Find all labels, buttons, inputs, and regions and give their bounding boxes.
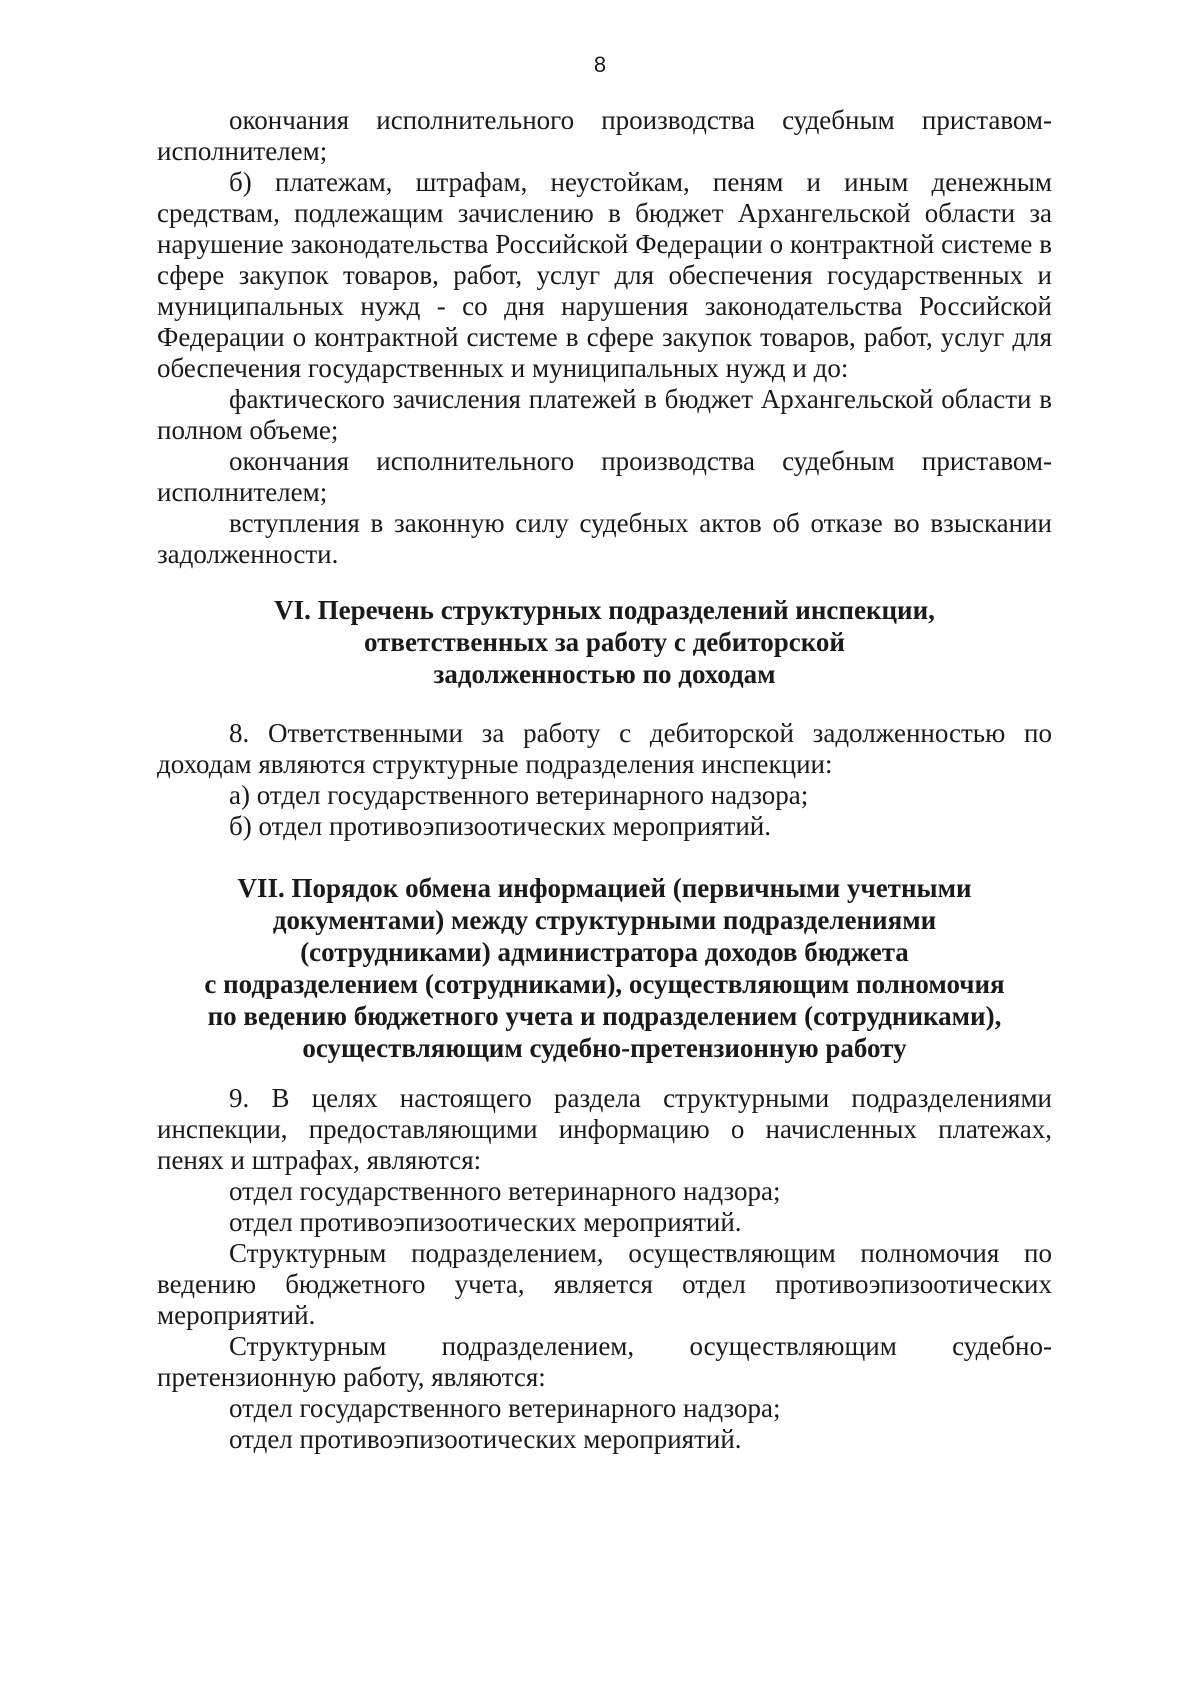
heading-line: по ведению бюджетного учета и подразделением (сотрудниками),: [207, 1001, 1002, 1031]
heading-line: задолженностью по доходам: [433, 659, 776, 689]
page-number: 8: [593, 52, 607, 77]
intro-block: [157, 105, 1052, 570]
list-item: отдел противоэпизоотических мероприятий.: [229, 1424, 742, 1454]
heading-line: осуществляющим судебно-претензионную работу: [302, 1033, 907, 1063]
section-7-heading: [157, 872, 1052, 1064]
paragraph: 9. В целях настоящего раздела структурными подразделениями инспекции, предоставляющими информацию о начисленных платежах, пенях и штрафах, являются:: [157, 1083, 1052, 1175]
list-item: б) отдел противоэпизоотических мероприятий.: [229, 811, 772, 841]
paragraph: окончания исполнительного производства судебным приставом-исполнителем;: [157, 446, 1052, 507]
section-7-body: [157, 1083, 1052, 1455]
heading-line: (сотрудниками) администратора доходов бюджета: [300, 937, 909, 967]
heading-line: VII. Порядок обмена информацией (первичными учетными: [237, 873, 972, 903]
paragraph: Структурным подразделением, осуществляющим судебно-претензионную работу, являются:: [157, 1331, 1052, 1392]
section-6-heading: [157, 594, 1052, 690]
paragraph: 8. Ответственными за работу с дебиторской задолженностью по доходам являются структурные подразделения инспекции:: [157, 718, 1052, 779]
paragraph: окончания исполнительного производства судебным приставом-исполнителем;: [157, 105, 1052, 166]
paragraph: вступления в законную силу судебных актов об отказе во взыскании задолженности.: [157, 508, 1052, 569]
list-item: отдел противоэпизоотических мероприятий.: [229, 1207, 742, 1237]
list-item: отдел государственного ветеринарного надзора;: [229, 1393, 781, 1423]
list-item: отдел государственного ветеринарного надзора;: [229, 1176, 781, 1206]
list-item: а) отдел государственного ветеринарного надзора;: [229, 780, 809, 810]
heading-line: VI. Перечень структурных подразделений инспекции,: [274, 595, 935, 625]
heading-line: документами) между структурными подразделениями: [272, 905, 937, 935]
heading-line: с подразделением (сотрудниками), осуществляющим полномочия: [204, 969, 1005, 999]
paragraph: фактического зачисления платежей в бюджет Архангельской области в полном объеме;: [157, 384, 1052, 445]
section-6-body: [157, 718, 1052, 842]
paragraph: б) платежам, штрафам, неустойкам, пеням и иным денежным средствам, подлежащим зачислению в бюджет Архангельской области за нарушение законодательства Российской Федерации о контрактной системе в сфере закупок товаров, работ, услуг для обеспечения государственных и муниципальных нужд - со дня нарушения законодательства Российской Федерации о контрактной системе в сфере закупок товаров, работ, услуг для обеспечения государственных и муниципальных нужд и до:: [157, 167, 1052, 383]
heading-line: ответственных за работу с дебиторской: [364, 627, 845, 657]
paragraph: Структурным подразделением, осуществляющим полномочия по ведению бюджетного учета, является отдел противоэпизоотических мероприятий.: [157, 1238, 1052, 1330]
